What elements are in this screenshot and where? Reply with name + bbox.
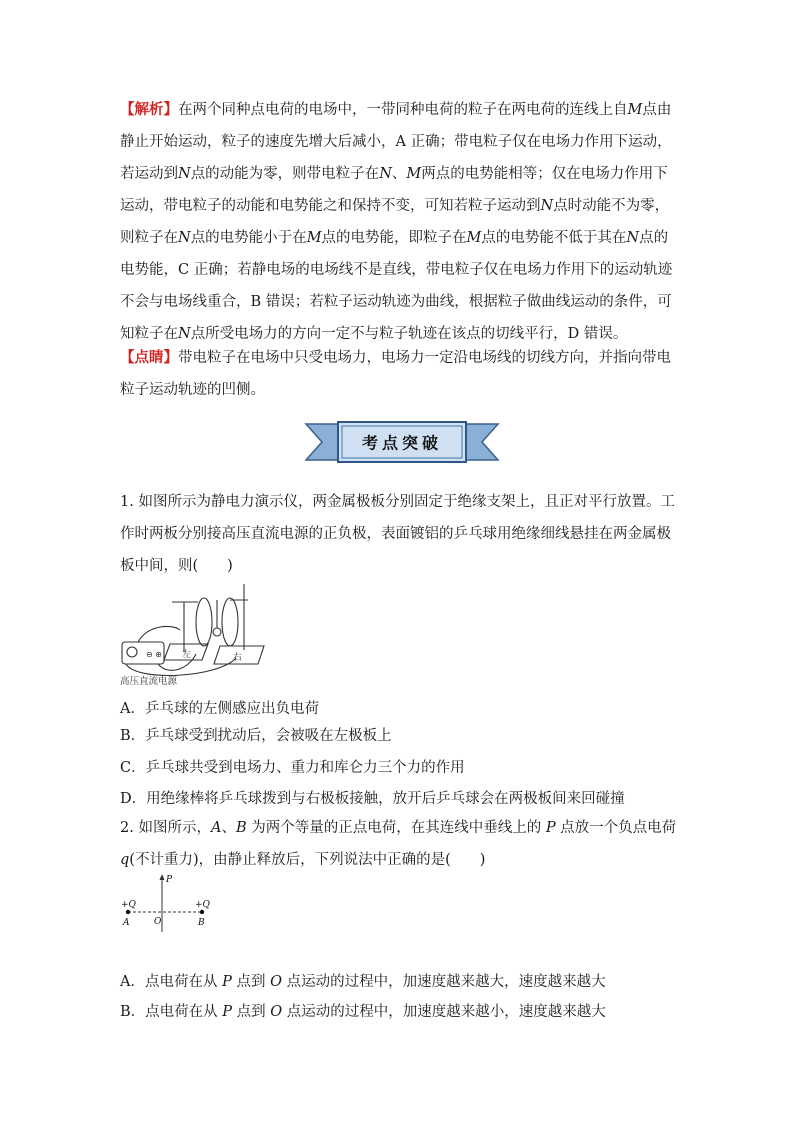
q1-option-c: C．乒乓球共受到电场力、重力和库仑力三个力的作用 [120,760,465,776]
q2-option-b: B．点电荷在从 P 点到 O 点运动的过程中，加速度越来越小，速度越来越大 [120,1004,606,1020]
point-p-label: P [166,875,173,885]
q1-figure-electrostatic-device [118,580,268,688]
q2-stem: 2. 如图所示，A、B 为两个等量的正点电荷，在其连线中垂线上的 P 点放一个负点电荷 q(不计重力)，由静止释放后，下列说法中正确的是( ) [120,820,677,868]
q2-option-a: A．点电荷在从 P 点到 O 点运动的过程中，加速度越来越大，速度越来越大 [120,974,606,990]
charge-a-dot [126,910,130,914]
q1-option-d: D．用绝缘棒将乒乓球拨到与右极板接触，放开后乒乓球会在两极板间来回碰撞 [120,791,625,807]
point-b-label: B [198,918,205,928]
charge-b-label: +Q [195,900,210,910]
q1-figure-right-label: 右 [233,653,243,663]
section-banner [304,420,500,464]
q1-figure-caption: 高压直流电源 [120,676,178,687]
tip-tag: 【点睛】 [120,349,178,366]
banner-label: 考点突破 [361,433,443,453]
charge-b-dot [200,910,204,914]
q2-figure-charges [116,870,216,938]
q1-stem: 1. 如图所示为静电力演示仪，两金属极板分别固定于绝缘支架上，且正对平行放置。工作时两板分别接高压直流电源的正负极，表面镀铝的乒乓球用绝缘细线悬挂在两金属极板中间，则( ) [120,494,675,574]
q1-option-b: B．乒乓球受到扰动后，会被吸在左极板上 [120,728,392,744]
tip-paragraph: 【点睛】带电粒子在电场中只受电场力，电场力一定沿电场线的切线方向，并指向带电粒子运动轨迹的凹侧。 [120,349,671,398]
point-a-label: A [123,918,130,928]
analysis-paragraph: 【解析】在两个同种点电荷的电场中，一带同种电荷的粒子在两电荷的连线上自M点由静止开始运动，粒子的速度先增大后减小，A 正确；带电粒子仅在电场力作用下运动，若运动到N点的动能为零，则带电粒子在N、M两点的电势能相等；仅在电场力作用下运动，带电粒子的动能和电势能之和保持不变，可知若粒子运动到N点时动能不为零，则粒子在N点的电势能小于在M点的电势能，即粒子在M点的电势能不低于其在N点的电势能，C 正确；若静电场的电场线不是直线，带电粒子仅在电场力作用下的运动轨迹不会与电场线重合，B 错误；若粒子运动轨迹为曲线，根据粒子做曲线运动的条件，可知粒子在N点所受电场力的方向一定不与粒子轨迹在该点的切线平行，D 错误。 [120,101,673,342]
svg-text:⊖ ⊕: ⊖ ⊕ [146,650,162,659]
analysis-tag: 【解析】 [120,101,178,118]
q1-figure-left-label: 左 [182,650,192,660]
charge-a-label: +Q [121,900,136,910]
q1-option-a: A．乒乓球的左侧感应出负电荷 [120,701,319,717]
point-o-label: O [154,917,162,927]
